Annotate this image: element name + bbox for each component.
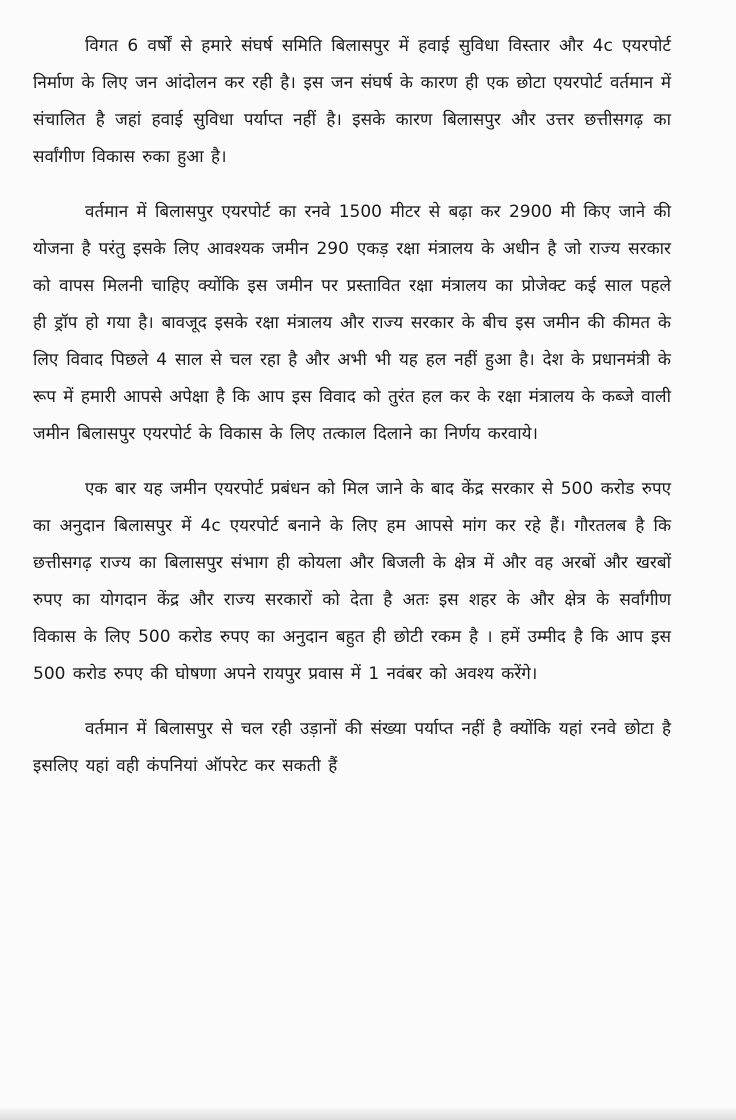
page-bottom-edge [0,1106,736,1120]
paragraph-4: वर्तमान में बिलासपुर से चल रही उड़ानों की संख्या पर्याप्त नहीं है क्योंकि यहां रनवे छोटा है इसलिए यहां वही कंपनियां ऑपरेट कर सकती हैं [33,719,671,776]
paragraph-3: एक बार यह जमीन एयरपोर्ट प्रबंधन को मिल जाने के बाद केंद्र सरकार से 500 करोड रुपए का अनुदान बिलासपुर में 4c एयरपोर्ट बनाने के लिए हम आपसे मांग कर रहे हैं। गौरतलब है कि छत्तीसगढ़ राज्य का बिलासपुर संभाग ही कोयला और बिजली के क्षेत्र में और वह अरबों और खरबों रुपए का योगदान केंद्र और राज्य सरकारों को देता है अतः इस शहर के और क्षेत्र के सर्वांगीण विकास के लिए 500 करोड रुपए का अनुदान बहुत ही छोटी रकम है । हमें उम्मीद है कि आप इस 500 करोड रुपए की घोषणा अपने रायपुर प्रवास में 1 नवंबर को अवश्य करेंगे। [33,479,671,684]
document-body [33,28,671,803]
paragraph-1: विगत 6 वर्षों से हमारे संघर्ष समिति बिलासपुर में हवाई सुविधा विस्तार और 4c एयरपोर्ट निर्माण के लिए जन आंदोलन कर रही है। इस जन संघर्ष के कारण ही एक छोटा एयरपोर्ट वर्तमान में संचालित है जहां हवाई सुविधा पर्याप्त नहीं है। इसके कारण बिलासपुर और उत्तर छत्तीसगढ़ का सर्वांगीण विकास रुका हुआ है। [33,36,671,167]
paragraph-2: वर्तमान में बिलासपुर एयरपोर्ट का रनवे 1500 मीटर से बढ़ा कर 2900 मी किए जाने की योजना है परंतु इसके लिए आवश्यक जमीन 290 एकड़ रक्षा मंत्रालय के अधीन है जो राज्य सरकार को वापस मिलनी चाहिए क्योंकि इस जमीन पर प्रस्तावित रक्षा मंत्रालय का प्रोजेक्ट कई साल पहले ही ड्रॉप हो गया है। बावजूद इसके रक्षा मंत्रालय और राज्य सरकार के बीच इस जमीन की कीमत के लिए विवाद पिछले 4 साल से चल रहा है और अभी भी यह हल नहीं हुआ है। देश के प्रधानमंत्री के रूप में हमारी आपसे अपेक्षा है कि आप इस विवाद को तुरंत हल कर के रक्षा मंत्रालय के कब्जे वाली जमीन बिलासपुर एयरपोर्ट के विकास के लिए तत्काल दिलाने का निर्णय करवाये। [33,202,671,444]
